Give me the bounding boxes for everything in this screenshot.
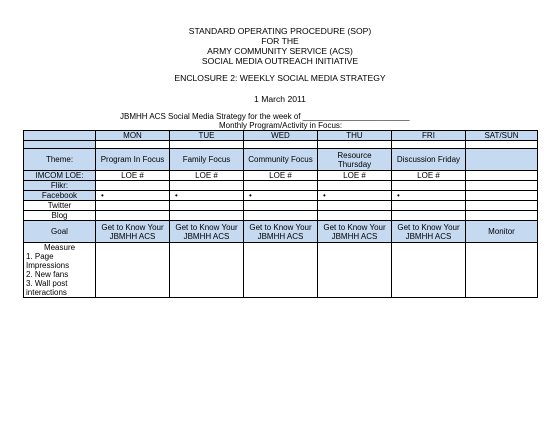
loe-cell: LOE # xyxy=(170,171,244,181)
measure-cell xyxy=(24,243,96,298)
document-date: 1 March 2011 xyxy=(254,94,306,104)
row-label: Theme: xyxy=(24,149,96,171)
measure-item: 1. Page Impressions xyxy=(26,252,70,270)
goal-cell: Get to Know Your JBMHH ACS xyxy=(392,221,466,243)
row-label: Flikr: xyxy=(24,181,96,191)
goal-cell: Get to Know Your JBMHH ACS xyxy=(244,221,318,243)
theme-cell: Family Focus xyxy=(170,149,244,171)
weekly-strategy-table xyxy=(23,130,538,298)
loe-cell: LOE # xyxy=(96,171,170,181)
goal-row xyxy=(24,221,538,243)
monthly-focus-label: Monthly Program/Activity in Focus: xyxy=(219,121,343,130)
loe-cell: LOE # xyxy=(318,171,392,181)
goal-cell: Get to Know Your JBMHH ACS xyxy=(170,221,244,243)
facebook-row xyxy=(24,191,538,201)
flikr-row xyxy=(24,181,538,191)
day-header: SAT/SUN xyxy=(466,131,538,141)
theme-cell xyxy=(466,149,538,171)
measure-title: Measure xyxy=(43,243,76,252)
loe-cell: LOE # xyxy=(392,171,466,181)
goal-cell: Get to Know Your JBMHH ACS xyxy=(96,221,170,243)
imcom-row xyxy=(24,171,538,181)
twitter-row xyxy=(24,201,538,211)
row-label: Blog xyxy=(24,211,96,221)
week-of-line: JBMHH ACS Social Media Strategy for the week of ________________________ xyxy=(120,112,410,121)
measure-item: 2. New fans xyxy=(26,270,69,279)
day-header: THU xyxy=(318,131,392,141)
header-line-2: FOR THE xyxy=(261,36,299,46)
theme-cell: Discussion Friday xyxy=(392,149,466,171)
bullet-cell: • xyxy=(244,191,318,201)
header-line-3: ARMY COMMUNITY SERVICE (ACS) xyxy=(207,46,353,56)
enclosure-title: ENCLOSURE 2: WEEKLY SOCIAL MEDIA STRATEGY xyxy=(174,73,386,83)
loe-cell: LOE # xyxy=(244,171,318,181)
row-label: Twitter xyxy=(24,201,96,211)
bullet-cell xyxy=(466,191,538,201)
goal-cell: Monitor xyxy=(466,221,538,243)
day-header: WED xyxy=(244,131,318,141)
header-line-4: SOCIAL MEDIA OUTREACH INITIATIVE xyxy=(201,56,359,66)
day-header-row xyxy=(24,131,538,141)
header-line-1: STANDARD OPERATING PROCEDURE (SOP) xyxy=(188,26,372,36)
bullet-cell: • xyxy=(318,191,392,201)
row-label: Facebook xyxy=(24,191,96,201)
row-label: Goal xyxy=(24,221,96,243)
blog-row xyxy=(24,211,538,221)
bullet-cell: • xyxy=(170,191,244,201)
measure-item: 3. Wall post interactions xyxy=(26,279,68,297)
bullet-cell: • xyxy=(96,191,170,201)
loe-cell xyxy=(466,171,538,181)
goal-cell: Get to Know Your JBMHH ACS xyxy=(318,221,392,243)
measure-row xyxy=(24,243,538,298)
corner-cell xyxy=(24,131,96,141)
theme-cell: Resource Thursday xyxy=(318,149,392,171)
theme-row xyxy=(24,149,538,171)
bullet-cell: • xyxy=(392,191,466,201)
spacer-row xyxy=(24,141,538,149)
row-label: IMCOM LOE: xyxy=(24,171,96,181)
theme-cell: Community Focus xyxy=(244,149,318,171)
day-header: FRI xyxy=(392,131,466,141)
day-header: TUE xyxy=(170,131,244,141)
day-header: MON xyxy=(96,131,170,141)
theme-cell: Program In Focus xyxy=(96,149,170,171)
